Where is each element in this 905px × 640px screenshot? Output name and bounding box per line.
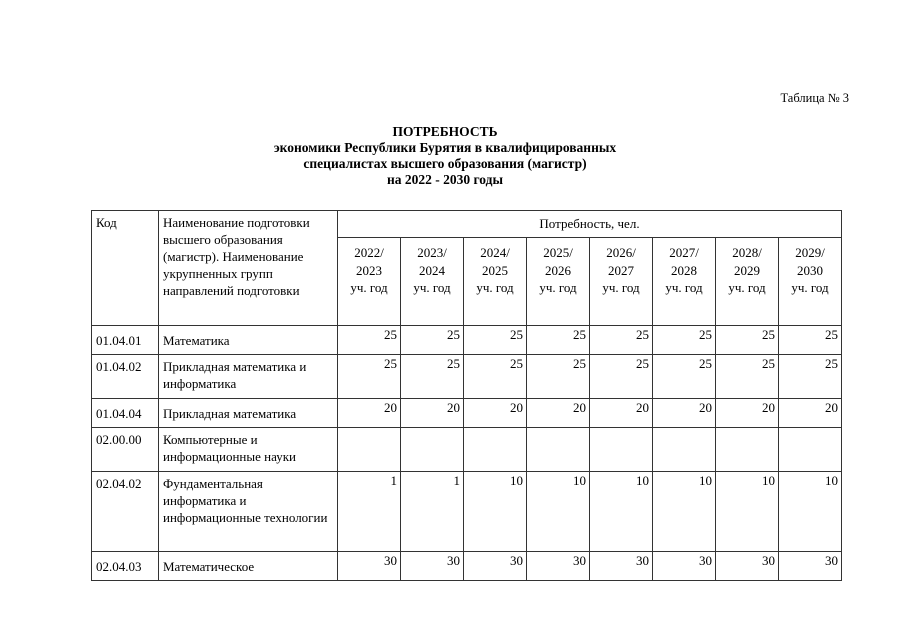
document-title	[0, 124, 890, 188]
row-value: 25	[590, 355, 653, 399]
row-value	[590, 428, 653, 472]
row-code: 02.04.02	[92, 472, 159, 552]
row-value: 30	[464, 552, 527, 581]
row-value: 25	[653, 355, 716, 399]
row-name: Компьютерные и информационные науки	[159, 428, 338, 472]
header-year: 2022/ 2023 уч. год	[338, 238, 401, 326]
row-value: 20	[590, 399, 653, 428]
row-name: Математика	[159, 326, 338, 355]
row-name: Математическое	[159, 552, 338, 581]
row-value: 20	[716, 399, 779, 428]
row-value: 25	[464, 326, 527, 355]
row-value: 25	[338, 355, 401, 399]
row-value: 25	[779, 355, 842, 399]
header-year: 2028/ 2029 уч. год	[716, 238, 779, 326]
row-value: 25	[590, 326, 653, 355]
title-line-2: экономики Республики Бурятия в квалифицированных	[273, 140, 617, 155]
row-value: 25	[779, 326, 842, 355]
row-value: 10	[464, 472, 527, 552]
row-name: Фундаментальная информатика и информационные технологии	[159, 472, 338, 552]
table-row	[92, 399, 842, 428]
row-value	[779, 428, 842, 472]
header-year: 2025/ 2026 уч. год	[527, 238, 590, 326]
table-row	[92, 355, 842, 399]
row-value: 20	[527, 399, 590, 428]
row-value: 25	[716, 355, 779, 399]
table-row	[92, 552, 842, 581]
row-value	[338, 428, 401, 472]
table-row	[92, 428, 842, 472]
row-value	[653, 428, 716, 472]
row-value: 20	[464, 399, 527, 428]
row-value	[464, 428, 527, 472]
row-code: 01.04.01	[92, 326, 159, 355]
title-line-4: на 2022 - 2030 годы	[386, 172, 504, 187]
row-value: 20	[401, 399, 464, 428]
row-value: 25	[338, 326, 401, 355]
row-code: 02.00.00	[92, 428, 159, 472]
row-value	[527, 428, 590, 472]
row-value: 30	[401, 552, 464, 581]
header-name: Наименование подготовки высшего образования (магистр). Наименование укрупненных групп направлений подготовки	[159, 211, 338, 326]
row-value: 10	[590, 472, 653, 552]
table-number: Таблица № 3	[780, 91, 849, 105]
header-year: 2029/ 2030 уч. год	[779, 238, 842, 326]
row-value	[401, 428, 464, 472]
header-year: 2023/ 2024 уч. год	[401, 238, 464, 326]
row-value: 30	[527, 552, 590, 581]
row-value: 25	[653, 326, 716, 355]
row-code: 02.04.03	[92, 552, 159, 581]
header-year: 2026/ 2027 уч. год	[590, 238, 653, 326]
table-row	[92, 472, 842, 552]
row-value: 25	[401, 355, 464, 399]
row-value: 20	[779, 399, 842, 428]
title-line-1: ПОТРЕБНОСТЬ	[392, 124, 498, 139]
header-code: Код	[92, 211, 159, 326]
row-value: 30	[590, 552, 653, 581]
row-value: 10	[779, 472, 842, 552]
row-value: 25	[401, 326, 464, 355]
row-name: Прикладная математика и информатика	[159, 355, 338, 399]
header-year: 2024/ 2025 уч. год	[464, 238, 527, 326]
row-value: 1	[401, 472, 464, 552]
row-value: 25	[464, 355, 527, 399]
header-demand: Потребность, чел.	[338, 211, 842, 238]
row-value: 10	[716, 472, 779, 552]
row-value: 10	[527, 472, 590, 552]
row-value: 30	[653, 552, 716, 581]
table-row	[92, 326, 842, 355]
row-value: 25	[527, 355, 590, 399]
header-year: 2027/ 2028 уч. год	[653, 238, 716, 326]
row-value: 20	[653, 399, 716, 428]
row-code: 01.04.04	[92, 399, 159, 428]
row-value: 30	[338, 552, 401, 581]
row-value: 25	[716, 326, 779, 355]
row-value: 20	[338, 399, 401, 428]
row-code: 01.04.02	[92, 355, 159, 399]
header-row-1	[92, 211, 842, 238]
title-line-3: специалистах высшего образования (магистр)	[303, 156, 587, 171]
row-name: Прикладная математика	[159, 399, 338, 428]
demand-table	[91, 210, 842, 581]
row-value: 10	[653, 472, 716, 552]
row-value: 30	[779, 552, 842, 581]
row-value	[716, 428, 779, 472]
row-value: 1	[338, 472, 401, 552]
row-value: 30	[716, 552, 779, 581]
row-value: 25	[527, 326, 590, 355]
